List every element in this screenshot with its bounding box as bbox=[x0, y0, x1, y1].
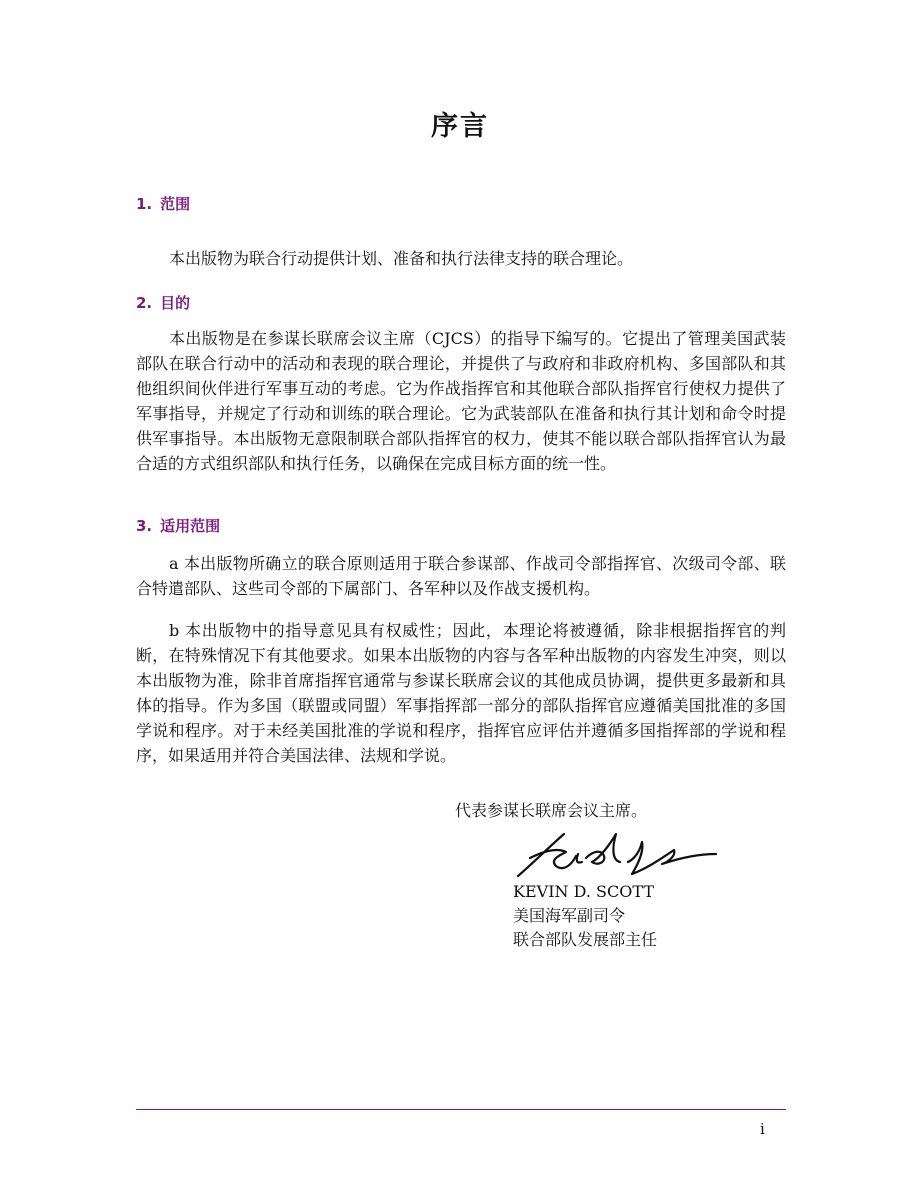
section-2-heading bbox=[136, 292, 190, 313]
on-behalf-line: 代表参谋长联席会议主席。 bbox=[455, 801, 648, 820]
section-number: 1. bbox=[136, 195, 153, 213]
page-number: i bbox=[760, 1120, 765, 1138]
signer-position: 联合部队发展部主任 bbox=[513, 930, 658, 949]
section-3a-paragraph: a 本出版物所确立的联合原则适用于联合参谋部、作战司令部指挥官、次级司令部、联合特遣部队、这些司令部的下属部门、各军种以及作战支援机构。 bbox=[136, 554, 786, 598]
section-number: 3. bbox=[136, 517, 153, 535]
section-title: 适用范围 bbox=[160, 517, 221, 535]
section-1-paragraph: 本出版物为联合行动提供计划、准备和执行法律支持的联合理论。 bbox=[169, 249, 634, 268]
handwritten-signature bbox=[512, 828, 722, 883]
signer-rank: 美国海军副司令 bbox=[513, 906, 626, 925]
section-2-paragraph: 本出版物是在参谋长联席会议主席（CJCS）的指导下编写的。它提出了管理美国武装部队在联合行动中的活动和表现的联合理论，并提供了与政府和非政府机构、多国部队和其他组织间伙伴进行军事互动的考虑。它为作战指挥官和其他联合部队指挥官行使权力提供了军事指导，并规定了行动和训练的联合理论。它为武装部队在准备和执行其计划和命令时提供军事指导。本出版物无意限制联合部队指挥官的权力，使其不能以联合部队指挥官认为最合适的方式组织部队和执行任务，以确保在完成目标方面的统一性。 bbox=[136, 329, 786, 473]
section-title: 范围 bbox=[160, 195, 191, 213]
footer-rule bbox=[136, 1109, 786, 1110]
section-3-heading bbox=[136, 515, 220, 536]
page-title: 序言 bbox=[431, 111, 489, 142]
section-3b-paragraph: b 本出版物中的指导意见具有权威性；因此，本理论将被遵循，除非根据指挥官的判断，在特殊情况下有其他要求。如果本出版物的内容与各军种出版物的内容发生冲突，则以本出版物为准，除非首席指挥官通常与参谋长联席会议的其他成员协调，提供更多最新和具体的指导。作为多国（联盟或同盟）军事指挥部一部分的部队指挥官应遵循美国批准的多国学说和程序。对于未经美国批准的学说和程序，指挥官应评估并遵循多国指挥部的学说和程序，如果适用并符合美国法律、法规和学说。 bbox=[136, 621, 786, 765]
signer-name: KEVIN D. SCOTT bbox=[513, 882, 654, 901]
section-title: 目的 bbox=[160, 294, 191, 312]
section-number: 2. bbox=[136, 294, 153, 312]
section-1-heading bbox=[136, 193, 190, 214]
